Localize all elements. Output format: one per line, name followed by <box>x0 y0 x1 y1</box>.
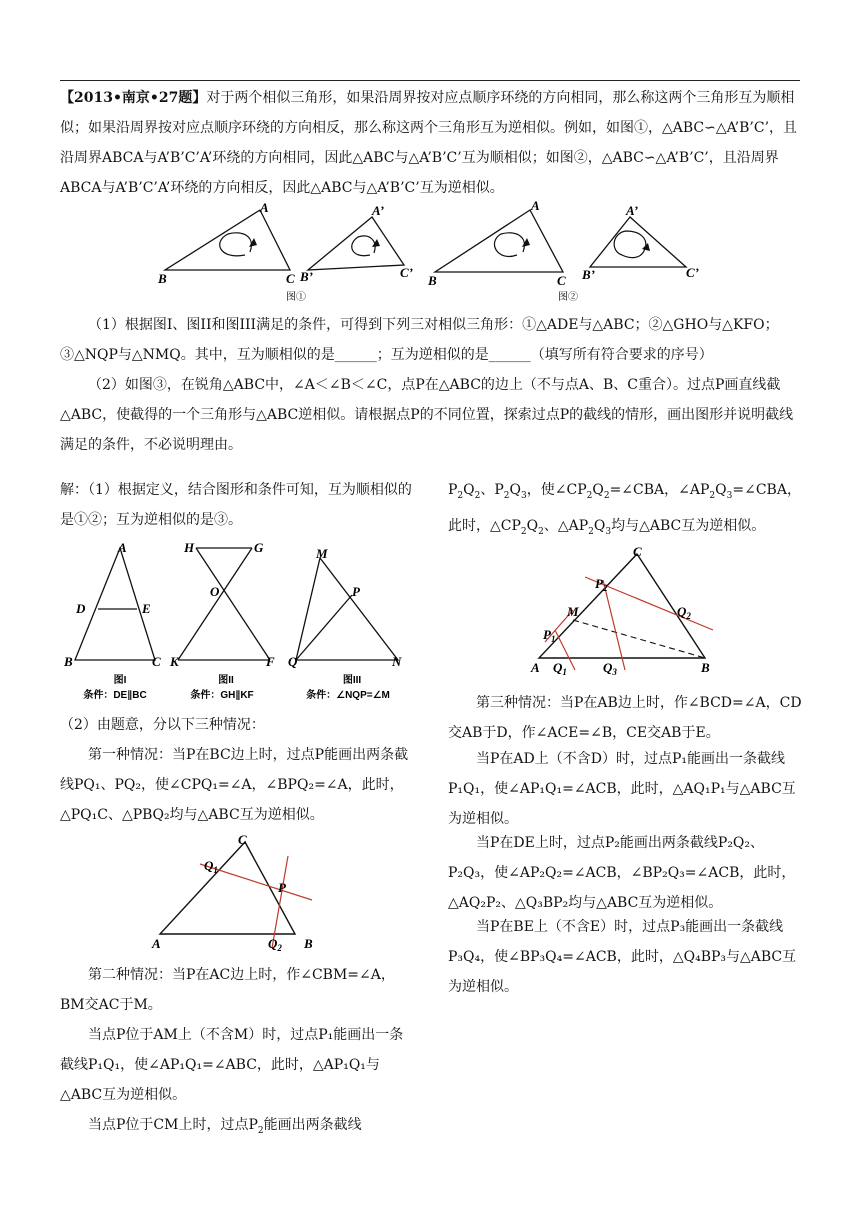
solution-case-2a: 第二种情况：当P在AC边上时，作∠CBM=∠A，BM交AC于M。 <box>60 967 395 1013</box>
figure-case-2 <box>525 542 725 682</box>
fig2-label-A: A <box>531 198 540 213</box>
solution-case-3b: 当P在AD上（不含D）时，过点P₁能画出一条截线P₁Q₁，使∠AP₁Q₁=∠ACB，此时，△AQ₁P₁与△ABC互为逆相似。 <box>448 751 796 827</box>
figC-label-P2-sub: 2 <box>602 583 608 593</box>
fig2-label-C-prime: C’ <box>686 265 699 280</box>
figI-label-E: E <box>142 601 151 616</box>
figIII-title: 图III <box>342 675 362 686</box>
figC-label-Q1 <box>553 660 567 677</box>
figIII-label-M: M <box>316 546 328 561</box>
figure-I <box>60 540 170 710</box>
figII-condition: 条件：GH∥KF <box>190 690 254 701</box>
solution-case-3c: 当P在DE上时，过点P₂能画出两条截线P₂Q₂、P₂Q₃，使∠AP₂Q₂=∠ACB，∠BP₂Q₃=∠ACB，此时，△AQ₂P₂、△Q₃BP₂均与△ABC互为逆相似。 <box>448 835 796 911</box>
figC-label-Q3-sub: 3 <box>612 667 617 677</box>
figA-label-Q1-sub: 1 <box>213 865 218 875</box>
figII-label-F: F <box>266 654 275 669</box>
figure-II <box>170 540 290 710</box>
fig2-caption: 图② <box>558 292 578 303</box>
figII-label-K: K <box>170 654 179 669</box>
problem-intro <box>60 83 804 203</box>
figC-label-P2 <box>595 576 608 593</box>
figC-label-B: B <box>701 660 710 675</box>
figA-label-Q2 <box>268 936 282 953</box>
fig1-label-B: B <box>158 271 167 286</box>
figure-1-prime <box>286 203 430 305</box>
figC-label-Q2-letter: Q <box>677 604 687 619</box>
solution-case-3a: 第三种情况：当P在AB边上时，作∠BCD=∠A，CD交AB于D，作∠ACE=∠B，CE交AB于E。 <box>448 695 802 741</box>
figII-label-H: H <box>184 540 195 555</box>
figI-label-A: A <box>118 540 127 555</box>
figI-label-C: C <box>152 654 161 669</box>
figure-case-1 <box>150 830 330 960</box>
figure-III <box>288 540 418 710</box>
fig1-label-A: A <box>260 200 269 215</box>
solution-part-1: 解：（1）根据定义，结合图形和条件可知，互为顺相似的是①②；互为逆相似的是③。 <box>60 482 412 528</box>
fig1-label-A-prime: A’ <box>372 203 385 218</box>
figC-label-Q1-sub: 1 <box>562 667 567 677</box>
figure-1 <box>150 200 310 300</box>
figA-label-P: P <box>278 880 286 895</box>
figA-label-B: B <box>304 936 313 951</box>
figII-title: 图II <box>218 675 234 686</box>
problem-intro-text: 对于两个相似三角形，如果沿周界按对应点顺序环绕的方向相同，那么称这两个三角形互为顺相似；如果沿周界按对应点顺序环绕的方向相反，那么称这两个三角形互为逆相似。例如，如图①，△ABC∽△A’B’C’，且沿周界ABCA与A’B’C’A’环绕的方向相同，因此△ABC与△A’B’C’互为顺相似；如图②，△ABC∽△A’B’C’，且沿周界ABCA与A’B’C’A’环绕的方向相反，因此△ABC与△A’B’C’互为逆相似。 <box>60 90 798 196</box>
header-rule <box>60 80 800 81</box>
figII-label-G: G <box>254 540 264 555</box>
figA-label-C: C <box>238 832 247 847</box>
question-2: （2）如图③，在锐角△ABC中，∠A＜∠B＜∠C，点P在△ABC的边上（不与点A、B、C重合）。过点P画直线截△ABC，使截得的一个三角形与△ABC逆相似。请根据点P的不同位置，探索过点P的截线的情形，画出图形并说明截线满足的条件，不必说明理由。 <box>60 377 794 453</box>
figA-label-Q2-sub: 2 <box>277 943 282 953</box>
fig1-label-C: C <box>286 271 295 286</box>
figI-label-B: B <box>64 654 73 669</box>
figI-label-D: D <box>76 601 86 616</box>
figIII-label-P: P <box>352 584 360 599</box>
figI-title: 图I <box>113 675 127 686</box>
figII-label-O: O <box>210 584 220 599</box>
figC-label-C: C <box>633 544 642 559</box>
fig1-caption: 图① <box>286 292 306 303</box>
solution-case-1: 第一种情况：当P在BC边上时，过点P能画出两条截线PQ₁、PQ₂，使∠CPQ₁=∠A，∠BPQ₂=∠A，此时，△PQ₁C、△PBQ₂均与△ABC互为逆相似。 <box>60 747 409 823</box>
fig2-label-C: C <box>557 273 566 288</box>
solution-case-2b: 当点P位于AM上（不含M）时，过点P₁能画出一条截线P₁Q₁，使∠AP₁Q₁=∠ABC，此时，△AP₁Q₁与△ABC互为逆相似。 <box>60 1027 404 1103</box>
figC-label-P1-sub: 1 <box>550 634 556 644</box>
solution-case-2c-start: 当点P位于CM上时，过点$P_2$能画出两条截线 <box>88 1117 362 1136</box>
figIII-label-N: N <box>392 654 402 669</box>
figA-label-Q1 <box>204 858 218 875</box>
fig1-label-B-prime: B’ <box>300 269 313 284</box>
figC-label-Q3-letter: Q <box>603 660 613 675</box>
solution-case-2c-end: $P_2Q_2$、$P_2Q_3$，使$\angle CP_2Q_2=\angle CBA$，$\angle AP_2Q_3=\angle CBA$，此时，$\triangle CP_2Q_2$、$\triangle AP_2Q_3$均与△ABC互为逆相似。 <box>448 482 801 537</box>
fig1-label-C-prime: C’ <box>400 265 413 280</box>
figC-label-Q2-sub: 2 <box>686 611 691 621</box>
figure-2-prime <box>558 203 712 305</box>
fig2-label-B: B <box>428 273 437 288</box>
figC-label-Q3 <box>603 660 617 677</box>
solution-case-3d: 当P在BE上（不含E）时，过点P₃能画出一条截线P₃Q₄，使∠BP₃Q₄=∠ACB，此时，△Q₄BP₃与△ABC互为逆相似。 <box>448 919 797 995</box>
figI-condition: 条件：DE∥BC <box>83 690 147 701</box>
figA-label-Q1-letter: Q <box>204 858 214 873</box>
question-1: （1）根据图I、图II和图III满足的条件，可得到下列三对相似三角形：①△ADE与△ABC；②△GHO与△KFO；③△NQP与△NMQ。其中，互为顺相似的是______；互为逆相似的是______（填写所有符合要求的序号） <box>60 317 779 363</box>
figC-label-P2-letter: P <box>595 576 603 591</box>
figC-label-M: M <box>567 604 579 619</box>
figC-label-Q1-letter: Q <box>553 660 563 675</box>
fig2-label-A-prime: A’ <box>626 203 639 218</box>
figC-label-P1 <box>543 627 555 644</box>
figC-label-Q2 <box>677 604 691 621</box>
figA-label-Q2-letter: Q <box>268 936 278 951</box>
figIII-label-Q: Q <box>288 654 298 669</box>
figC-label-A: A <box>531 660 540 675</box>
fig2-label-B-prime: B’ <box>582 267 595 282</box>
figA-label-A: A <box>152 936 161 951</box>
problem-source: 【2013•南京•27题】 <box>60 90 207 106</box>
figure-2 <box>425 200 585 300</box>
figC-label-P1-letter: P <box>543 627 551 642</box>
figIII-condition: 条件：∠NQP=∠M <box>306 690 390 701</box>
solution-part-2: （2）由题意，分以下三种情况： <box>60 717 265 733</box>
